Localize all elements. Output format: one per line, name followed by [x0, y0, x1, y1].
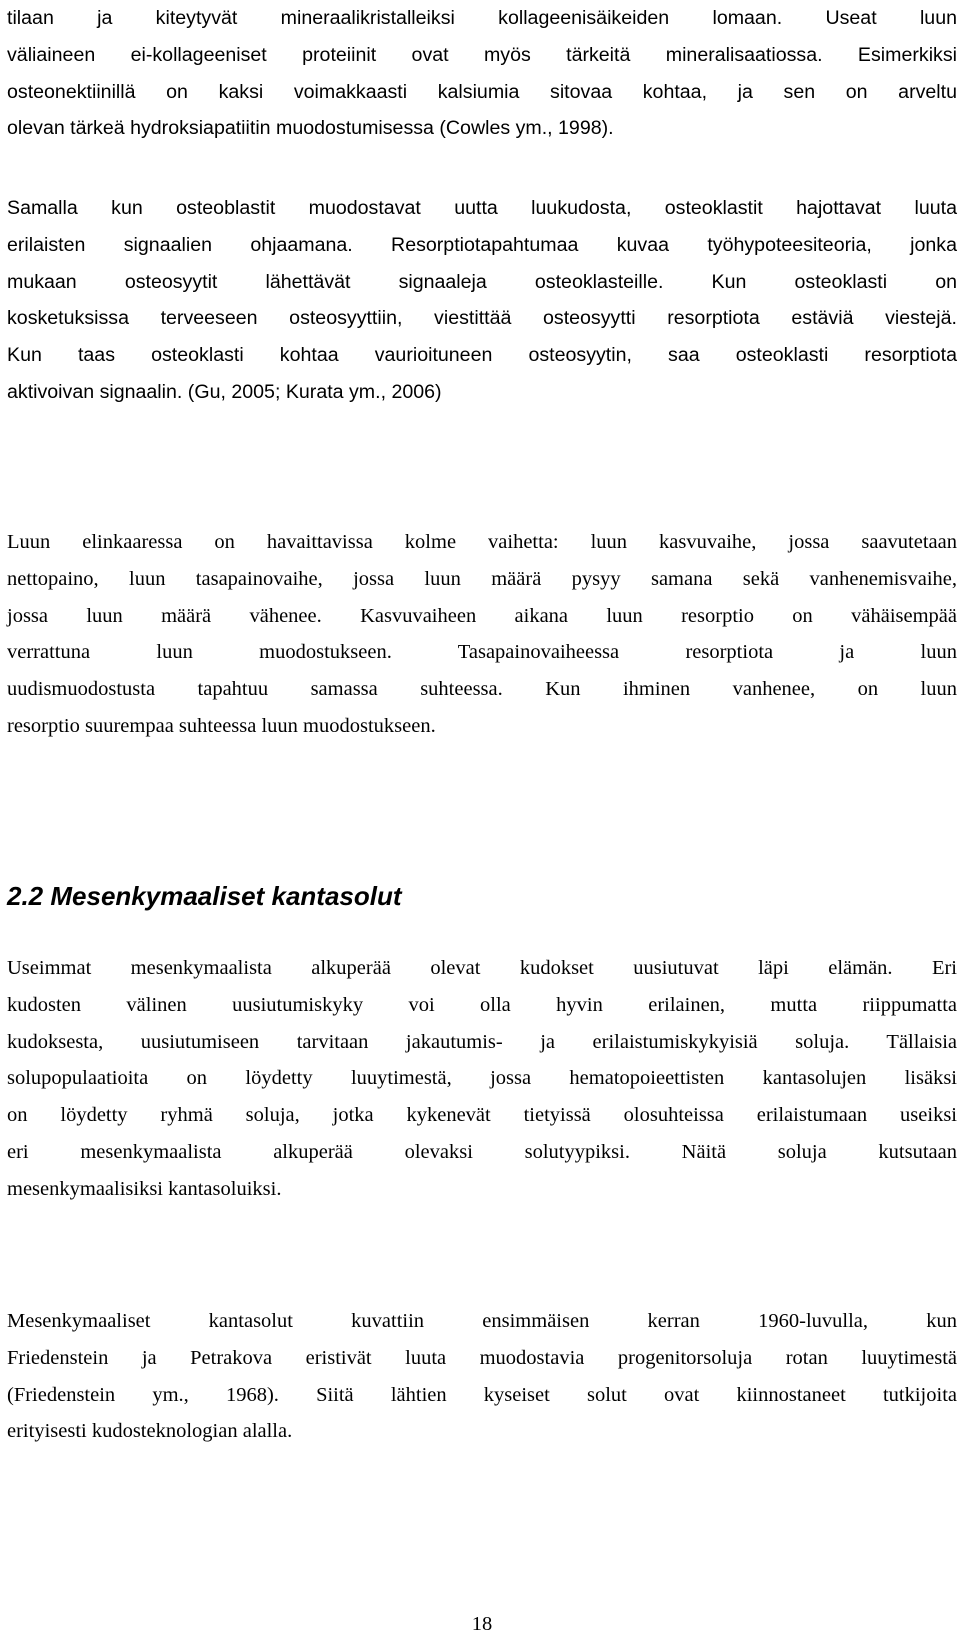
text-line: Kun taas osteoklasti kohtaa vaurioituneen osteosyytin, saa osteoklasti resorptiota — [7, 344, 957, 367]
paragraph-mesenchymal-history — [7, 1303, 957, 1450]
text-line: mukaan osteosyytit lähettävät signaaleja osteoklasteille. Kun osteoklasti on — [7, 270, 957, 293]
text-line: osteonektiinillä on kaksi voimakkaasti kalsiumia sitovaa kohtaa, ja sen on arveltu — [7, 80, 957, 103]
text-line: Useimmat mesenkymaalista alkuperää olevat kudokset uusiutuvat läpi elämän. Eri — [7, 957, 957, 979]
paragraph-resorption — [7, 190, 957, 411]
text-line: erilaisten signaalien ohjaamana. Resorptiotapahtumaa kuvaa työhypoteesiteoria, jonka — [7, 233, 957, 256]
text-line: kudoksesta, uusiutumiseen tarvitaan jakautumis- ja erilaistumiskykyisiä soluja. Tällaisia — [7, 1030, 957, 1053]
text-line: resorptio suurempaa suhteessa luun muodostukseen. — [7, 714, 436, 737]
text-line: väliaineen ei-kollageeniset proteiinit ovat myös tärkeitä mineralisaatiossa. Esimerkiksi — [7, 43, 957, 66]
text-line: kosketuksissa terveeseen osteosyyttiin, viestittää osteosyytti resorptiota estäviä viestejä. — [7, 307, 957, 330]
text-line: jossa luun määrä vähenee. Kasvuvaiheen aikana luun resorptio on vähäisempää — [7, 604, 957, 627]
text-line: aktivoivan signaalin. (Gu, 2005; Kurata ym., 2006) — [7, 380, 442, 403]
page-number: 18 — [471, 1613, 493, 1635]
paragraph-bone-lifecycle — [7, 524, 957, 745]
text-line: Samalla kun osteoblastit muodostavat uutta luukudosta, osteoklastit hajottavat luuta — [7, 197, 957, 219]
paragraph-mineralization — [7, 0, 957, 147]
section-heading: 2.2 Mesenkymaaliset kantasolut — [7, 881, 402, 911]
text-line: uudismuodostusta tapahtuu samassa suhteessa. Kun ihminen vanhenee, on luun — [7, 678, 957, 701]
paragraph-mesenchymal-tissues — [7, 950, 957, 1208]
text-line: verrattuna luun muodostukseen. Tasapainovaiheessa resorptiota ja luun — [7, 641, 957, 664]
text-line: kudosten välinen uusiutumiskyky voi olla hyvin erilainen, mutta riippumatta — [7, 993, 957, 1016]
text-line: tilaan ja kiteytyvät mineraalikristalleiksi kollageenisäikeiden lomaan. Useat luun — [7, 7, 957, 29]
text-line: mesenkymaalisiksi kantasoluiksi. — [7, 1177, 282, 1200]
text-line: Mesenkymaaliset kantasolut kuvattiin ensimmäisen kerran 1960-luvulla, kun — [7, 1310, 957, 1332]
text-line: Luun elinkaaressa on havaittavissa kolme vaihetta: luun kasvuvaihe, jossa saavutetaan — [7, 531, 957, 553]
text-line: eri mesenkymaalista alkuperää olevaksi solutyypiksi. Näitä soluja kutsutaan — [7, 1140, 957, 1163]
text-line: solupopulaatioita on löydetty luuytimestä, jossa hematopoieettisten kantasolujen lisäksi — [7, 1067, 957, 1090]
text-line: nettopaino, luun tasapainovaihe, jossa luun määrä pysyy samana sekä vanhenemisvaihe, — [7, 567, 957, 590]
text-line: erityisesti kudosteknologian alalla. — [7, 1420, 293, 1443]
text-line: Friedenstein ja Petrakova eristivät luuta muodostavia progenitorsoluja rotan luuytimestä — [7, 1346, 957, 1369]
text-line: olevan tärkeä hydroksiapatiitin muodostumisessa (Cowles ym., 1998). — [7, 117, 614, 140]
text-line: (Friedenstein ym., 1968). Siitä lähtien kyseiset solut ovat kiinnostaneet tutkijoita — [7, 1383, 957, 1406]
document-page — [7, 0, 957, 1640]
text-line: on löydetty ryhmä soluja, jotka kykenevät tietyissä olosuhteissa erilaistumaan useiksi — [7, 1104, 957, 1127]
